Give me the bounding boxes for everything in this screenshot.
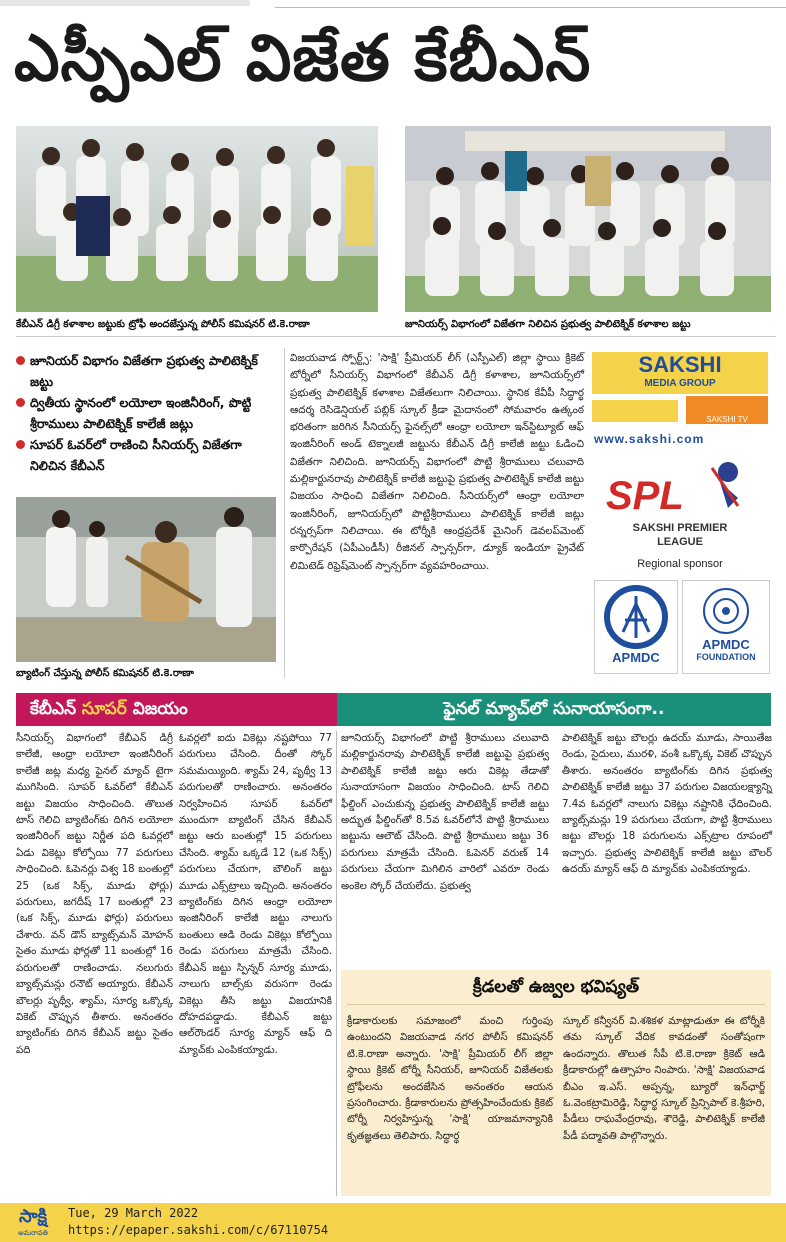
sakshi-tv-logo — [686, 396, 768, 424]
section-title-final: ఫైనల్ మ్యాచ్‌లో సునాయాసంగా.. — [443, 699, 665, 719]
apmdc-foundation-name-2: FOUNDATION — [696, 652, 756, 662]
photo-junior-winners — [405, 126, 771, 312]
apmdc-logo-box — [594, 580, 678, 674]
apmdc-name: APMDC — [612, 650, 660, 665]
highlights-list — [16, 350, 282, 476]
sponsor-block — [590, 350, 776, 674]
photo-image-right — [405, 126, 771, 312]
red-bullet-icon — [16, 398, 25, 407]
kbn-column-1: సీనియర్స్ విభాగంలో కేబీఎన్ డిగ్రీ కాలేజీ, ఆంధ్రా లయోలా ఇంజినీరింగ్ కాలేజీ జట్ల మధ్య ఫైనల్ మ్యాచ్ టైగా ముగిసింది. సూపర్ ఓవర్‌లో కేబీఎన్ జట్టు విజయం సాధించింది. తొలుత టాస్ గెలిచి బ్యాటింగ్‌కు దిగిన లయోలా ఇంజినీరింగ్ జట్టు నిర్ణీత పది ఓవర్లలో ఏడు వికెట్లు కోల్పోయి 77 పరుగులు సాధించింది. ఓపెనర్లు విశ్వ 18 బంతుల్లో 25 (ఒక సిక్స్, మూడు ఫోర్లు) పరుగులు, జగదీష్ 17 బంతుల్లో 23 (ఒక సిక్స్, మూడు ఫోర్లు) పరుగులు చేశారు. వన్ డౌన్ బ్యాట్స్‌మన్ మోహన్ సైతం మూడు ఫోర్లతో 11 బంతుల్లో 16 పరుగులతో రాణించాడు. నలుగురు బ్యాట్స్‌మన్లు రనౌట్ అయ్యారు. కేబీఎన్ బౌలర్లు పృథ్వీ, శ్యామ్, సూర్య ఒక్కొక్క వికెట్ చొప్పున తీశారు. అనంతరం బ్యాటింగ్‌కు దిగిన కేబీఎన్ జట్టు సైతం పది — [16, 733, 173, 1056]
future-box-rule — [347, 1004, 765, 1005]
highlight-text: జూనియర్ విభాగం విజేతగా ప్రభుత్వ పాలిటెక్నిక్ జట్టు — [30, 353, 258, 389]
photo-divider — [16, 336, 776, 337]
headline: ఎస్పీఎల్ విజేత కేబీఎన్ — [14, 22, 592, 96]
future-column-2: స్కూల్ కన్వీనర్ వి.శశికళ మాట్లాడుతూ ఈ టోర్నీకి తమ స్కూల్ వేదిక కావడంతో సంతోషంగా ఉందన్నారు. తొలుత సీపీ టి.కె.రాణా క్రికెట్ ఆడి క్రీడాకారుల్లో ఉత్సాహం నింపారు. 'సాక్షి' విజయవాడ బీఎం ఇ.ఎస్. అప్పన్న, బ్యూరో ఇన్‌ఛార్జ్ ఓ.వెంకట్రామిరెడ్డి, సిద్ధార్థ స్కూల్ ప్రిన్సిపాల్ కె.శ్రీహరి, పీడీలు రాఘవేంద్రరావు, శౌరెడ్డి, పాలిటెక్నిక్ కాలేజీ పీడీ పద్మావతి పాల్గొన్నారు. — [563, 1016, 765, 1142]
footer-url[interactable]: https://epaper.sakshi.com/c/67110754 — [68, 1223, 329, 1237]
footer-date: Tue, 29 March 2022 — [68, 1206, 199, 1220]
sakshi-paper-logo — [592, 400, 678, 422]
spl-name-1: SAKSHI PREMIER — [632, 522, 728, 534]
future-box — [341, 970, 771, 1196]
sakshi-group-sub: MEDIA GROUP — [644, 378, 716, 389]
photo-trophy-presentation — [16, 126, 378, 312]
section-title-highlight: సూపర్ — [81, 699, 127, 719]
spl-abbr: SPL — [606, 474, 684, 518]
footer-logo-sub: అమరావతి — [18, 1229, 48, 1237]
photo-batting — [16, 497, 276, 662]
section-title-part1: కేబీఎన్ — [30, 699, 82, 719]
photo-image-batting — [16, 497, 276, 662]
future-box-title: క్రీడలతో ఉజ్వల భవిష్యత్ — [472, 977, 640, 997]
sakshi-group-name: SAKSHI — [638, 352, 722, 377]
highlight-text: సూపర్ ఓవర్‌లో రాణించి సీనియర్స్ విజేతగా నిలిచిన కేబీఎన్ — [30, 437, 242, 473]
top-rule — [275, 7, 786, 8]
photo-image-left — [16, 126, 378, 312]
apmdc-foundation-emblem-icon — [700, 585, 752, 637]
footer-logo-text: సాక్షి — [19, 1206, 47, 1227]
highlight-item — [16, 392, 282, 434]
highlight-item — [16, 350, 282, 392]
future-column-1: క్రీడాకారులకు సమాజంలో మంచి గుర్తింపు ఉంటుందని విజయవాడ నగర పోలీస్ కమిషనర్ టి.కె.రాణా అన్నారు. 'సాక్షి' ప్రీమియర్ లీగ్ జిల్లా స్థాయి క్రికెట్ టోర్నీ సీనియర్, జూనియర్ విజేతలకు ట్రోఫీలను అందజేసిన అనంతరం ఆయన ప్రసంగించారు. క్రీడాకారులను ప్రోత్సహించేందుకు క్రికెట్ టోర్నీ నిర్వహిస్తున్న 'సాక్షి' యాజమాన్యానికి కృతజ్ఞతలు తెలిపారు. సిద్ధార్థ — [347, 1016, 553, 1142]
section-divider — [336, 731, 337, 1196]
red-bullet-icon — [16, 440, 25, 449]
sakshi-footer-logo — [4, 1205, 62, 1240]
lead-article-text: విజయవాడ స్పోర్ట్స్: 'సాక్షి' ప్రీమియర్ లీగ్ (ఎస్పీఎల్) జిల్లా స్థాయి క్రికెట్ టోర్నీలో సీనియర్స్ విభాగంలో కేబీఎన్ డిగ్రీ కళాశాల, జూనియర్స్‌లో ప్రభుత్వ పాలిటెక్నిక్ కళాశాల విజేతలుగా నిలిచాయి. స్థానిక కేవీపీ సిద్ధార్థ ఆదర్శ రెసిడెన్షియల్ పబ్లిక్ స్కూల్ క్రీడా మైదానంలో సోమవారం ఉత్కంఠ భరితంగా జరిగిన సీనియర్స్ ఫైనల్స్‌లో ఆంధ్రా లయోలా ఇన్‌స్టిట్యూట్ ఆఫ్ ఇంజినీరింగ్ అండ్ టెక్నాలజీ జట్టును కేబీఎన్ డిగ్రీ కాలేజీ జట్టు ఓడించి విజేతగా నిలిచింది. జూనియర్స్ విభాగంలో పొట్టి శ్రీరాములు చలువాది మల్లికార్జునరావు పాలిటెక్నిక్ కాలేజీ జట్టుపై ప్రభుత్వ పాలిటెక్నిక్ కాలేజీ జట్టు విజయం సాధించి విజేతగా నిలిచింది. సీనియర్స్‌లో ఆంధ్రా లయోలా ఇంజినీరింగ్, జూనియర్స్‌లో పొట్టిశ్రీరాములు పాలిటెక్నిక్ కాలేజీ జట్లు రన్నర్సప్‌గా నిలిచాయి. ఈ టోర్నీకి ఆంధ్రప్రదేశ్ మైనింగ్ డెవలప్‌మెంట్ కార్పొరేషన్ (ఏపీఎండీసీ) రీజినల్ స్పాన్సర్‌గా, డ్యూక్ ఇండియా ప్రైవేట్ లిమిటెడ్ రిఫ్రెష్‌మెంట్ స్పాన్సర్‌గా వ్యవహరించాయి. — [290, 352, 584, 572]
caption-right-photo: జూనియర్స్ విభాగంలో విజేతగా నిలిచిన ప్రభుత్వ పాలిటెక్నిక్ కళాశాల జట్టు — [405, 319, 691, 330]
sakshi-tv-name: SAKSHI TV — [706, 415, 748, 424]
sakshi-media-logo — [592, 352, 768, 394]
caption-left-photo: కేబీఎన్ డిగ్రీ కళాశాల జట్టుకు ట్రోఫీ అందజేస్తున్న పోలీస్ కమిషనర్ టి.కె.రాణా — [16, 319, 310, 330]
red-bullet-icon — [16, 356, 25, 365]
apmdc-foundation-logo-box — [682, 580, 770, 674]
spl-name-2: LEAGUE — [657, 536, 703, 548]
final-column-1: జూనియర్స్ విభాగంలో పొట్టి శ్రీరాములు చలువాది మల్లికార్జునరావు పాలిటెక్నిక్ కాలేజీ జట్టుపై ప్రభుత్వ పాలిటెక్నిక్ కాలేజీ జట్టు ఆరు వికెట్ల తేడాతో సునాయాసంగా విజయం సాధించింది. టాస్ గెలిచి ఫీల్డింగ్ ఎంచుకున్న ప్రభుత్వ పాలిటెక్నిక్ కాలేజీ జట్టు అద్భుత ఫీల్డింగ్‌తో 8.5వ ఓవర్‌లోనే పొట్టి శ్రీరాములు జట్టును ఆలౌట్ చేసింది. పొట్టి శ్రీరాములు జట్టు 36 పరుగులు మాత్రమే చేసింది. ఓపెనర్ వరుణ్ 14 పరుగులు చేయగా మిగిలిన వారిలో ఎవరూ రెండు అంకెల స్కోర్ చేయలేదు. ప్రభుత్వ — [341, 733, 549, 892]
final-column-2: పాలిటెక్నిక్ జట్టు బౌలర్లు ఉదయ్ మూడు, సాయితేజ రెండు, సైదులు, మురళి, వంశీ ఒక్కొక్క వికెట్ చొప్పున తీశారు. అనంతరం బ్యాటింగ్‌కు దిగిన ప్రభుత్వ పాలిటెక్నిక్ కాలేజీ జట్టు 37 పరుగుల విజయలక్ష్యాన్ని 7.4వ ఓవర్లలో నాలుగు వికెట్లు నష్టానికి ఛేదించింది. బ్యాట్స్‌మన్లు 19 పరుగులు చేయగా, పొట్టి శ్రీరాములు జట్టు బౌలర్లు 18 పరుగులను ఎక్స్‌ట్రాల రూపంలో ఇచ్చారు. ప్రభుత్వ పాలిటెక్నిక్ కాలేజీ జట్టు బౌలర్ ఉదయ్ మ్యాన్ ఆఫ్ ది మ్యాచ్‌కు ఎంపికయ్యాడు. — [562, 733, 772, 876]
column-divider — [284, 348, 285, 678]
highlight-text: ద్వితీయ స్థానంలో లయోలా ఇంజినీరింగ్, పొట్టి శ్రీరాములు పాలిటెక్నిక్ కాలేజీ జట్లు — [30, 395, 252, 431]
section-bar-kbn-super — [16, 693, 350, 726]
section-bar-final-match — [337, 693, 771, 726]
footer-bar — [0, 1203, 786, 1242]
section-title-part3: విజయం — [126, 699, 188, 719]
apmdc-foundation-name-1: APMDC — [702, 637, 750, 652]
highlight-item — [16, 434, 282, 476]
apmdc-emblem-icon — [603, 584, 669, 650]
regional-sponsor-label: Regional sponsor — [637, 558, 723, 570]
top-gray-strip — [0, 0, 250, 6]
kbn-column-2: ఓవర్లలో ఐదు వికెట్లు నష్టపోయి 77 పరుగులు చేసింది. దీంతో స్కోర్ సమమయ్యింది. శ్యామ్ 24, పృథ్వీ 13 పరుగులతో రాణించారు. అనంతరం నిర్వహించిన సూపర్ ఓవర్‌లో ముందుగా బ్యాటింగ్ చేసిన కేబీఎన్ జట్టు ఆరు బంతుల్లో 15 పరుగులు చేసింది. శ్యామ్ ఒక్కడే 12 (ఒక సిక్స్) పరుగులు చేయగా, బౌలింగ్ జట్టు మూడు ఎక్స్‌ట్రాలు ఇచ్చింది. అనంతరం బ్యాటింగ్‌కు దిగిన ఆంధ్రా లయోలా ఇంజినీరింగ్ కాలేజీ జట్టు నాలుగు బంతులు ఆడి రెండు వికెట్లు కోల్పోయి రెండు పరుగులు మాత్రమే చేసింది. కేబీఎన్ జట్టు స్పిన్నర్ సూర్య మూడు, నాలుగు బాల్స్‌కు వరుసగా రెండు వికెట్లు తీసి జట్టు విజయానికి దోహదపడ్డాడు. కేబీఎన్ జట్టు ఆల్‌రౌండర్ సూర్య మ్యాన్ ఆఫ్ ది మ్యాచ్‌కు ఎంపికయ్యాడు. — [179, 733, 332, 1056]
sakshi-website: www.sakshi.com — [594, 432, 705, 446]
caption-batting-photo: బ్యాటింగ్ చేస్తున్న పోలీస్ కమిషనర్ టి.కె.రాణా — [16, 668, 194, 679]
